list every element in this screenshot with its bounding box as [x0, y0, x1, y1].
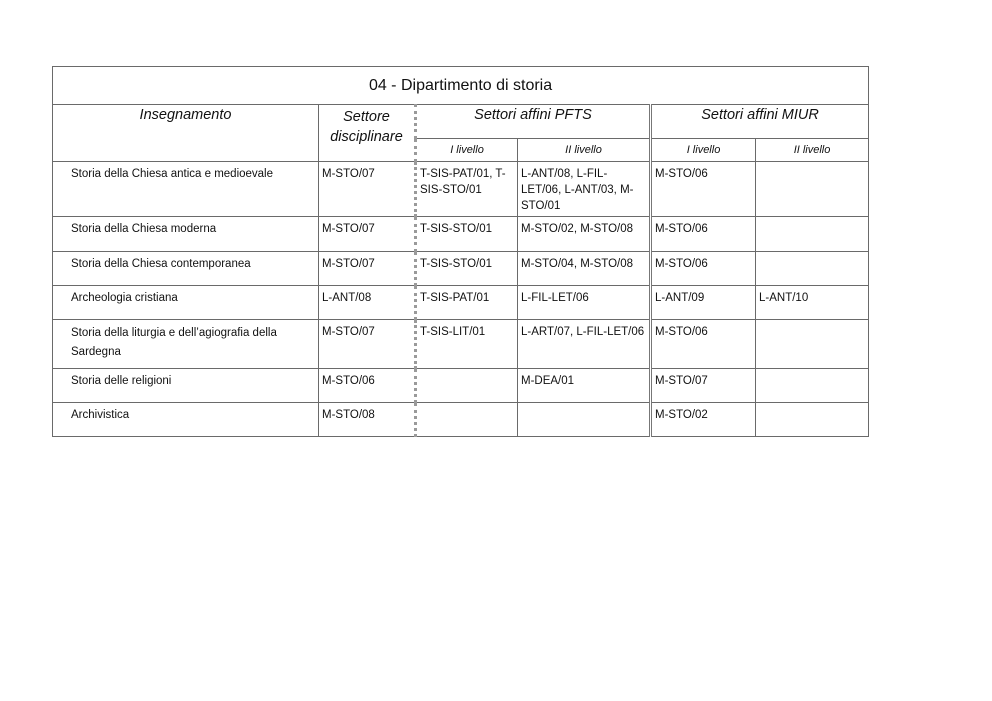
cell-miur2: L-ANT/10 — [756, 286, 869, 320]
cell-insegnamento: Storia della Chiesa antica e medioevale — [53, 162, 319, 217]
cell-pfts2: L-ART/07, L-FIL-LET/06 — [518, 320, 651, 369]
table-row — [53, 162, 869, 217]
table-row — [53, 252, 869, 286]
cell-miur1: M-STO/02 — [651, 403, 756, 437]
cell-pfts1 — [416, 403, 518, 437]
cell-settore: M-STO/07 — [319, 162, 416, 217]
cell-miur2 — [756, 320, 869, 369]
cell-pfts1: T-SIS-STO/01 — [416, 217, 518, 252]
cell-insegnamento: Storia della liturgia e dell’agiografia della Sardegna — [53, 320, 319, 369]
cell-miur2 — [756, 217, 869, 252]
cell-miur1: M-STO/06 — [651, 217, 756, 252]
header-pfts-level1: I livello — [416, 139, 518, 162]
cell-insegnamento: Archeologia cristiana — [53, 286, 319, 320]
cell-miur1: M-STO/06 — [651, 162, 756, 217]
cell-miur1: M-STO/06 — [651, 320, 756, 369]
cell-settore: M-STO/08 — [319, 403, 416, 437]
table-title: 04 - Dipartimento di storia — [53, 67, 869, 105]
cell-miur1: M-STO/07 — [651, 369, 756, 403]
cell-pfts2: L-ANT/08, L-FIL-LET/06, L-ANT/03, M-STO/01 — [518, 162, 651, 217]
cell-pfts2: M-STO/04, M-STO/08 — [518, 252, 651, 286]
cell-pfts2: M-DEA/01 — [518, 369, 651, 403]
cell-settore: M-STO/07 — [319, 320, 416, 369]
cell-pfts1: T-SIS-PAT/01 — [416, 286, 518, 320]
cell-pfts1: T-SIS-PAT/01, T-SIS-STO/01 — [416, 162, 518, 217]
cell-settore: M-STO/06 — [319, 369, 416, 403]
cell-insegnamento: Archivistica — [53, 403, 319, 437]
cell-miur2 — [756, 403, 869, 437]
cell-insegnamento: Storia della Chiesa contemporanea — [53, 252, 319, 286]
cell-pfts2: L-FIL-LET/06 — [518, 286, 651, 320]
table-row — [53, 217, 869, 252]
cell-settore: L-ANT/08 — [319, 286, 416, 320]
cell-pfts1 — [416, 369, 518, 403]
table-row — [53, 403, 869, 437]
cell-miur2 — [756, 162, 869, 217]
cell-pfts1: T-SIS-LIT/01 — [416, 320, 518, 369]
header-settore: Settore disciplinare — [319, 105, 416, 162]
cell-miur1: M-STO/06 — [651, 252, 756, 286]
header-miur-level1: I livello — [651, 139, 756, 162]
cell-pfts1: T-SIS-STO/01 — [416, 252, 518, 286]
table-row — [53, 286, 869, 320]
header-miur-level2: II livello — [756, 139, 869, 162]
header-pfts: Settori affini PFTS — [416, 105, 651, 139]
header-insegnamento: Insegnamento — [53, 105, 319, 162]
table-row — [53, 320, 869, 369]
header-pfts-level2: II livello — [518, 139, 651, 162]
cell-insegnamento: Storia delle religioni — [53, 369, 319, 403]
table-row — [53, 369, 869, 403]
cell-settore: M-STO/07 — [319, 217, 416, 252]
cell-pfts2 — [518, 403, 651, 437]
department-table — [52, 66, 869, 437]
cell-miur2 — [756, 369, 869, 403]
cell-settore: M-STO/07 — [319, 252, 416, 286]
header-miur: Settori affini MIUR — [651, 105, 869, 139]
cell-miur2 — [756, 252, 869, 286]
cell-pfts2: M-STO/02, M-STO/08 — [518, 217, 651, 252]
cell-miur1: L-ANT/09 — [651, 286, 756, 320]
cell-insegnamento: Storia della Chiesa moderna — [53, 217, 319, 252]
